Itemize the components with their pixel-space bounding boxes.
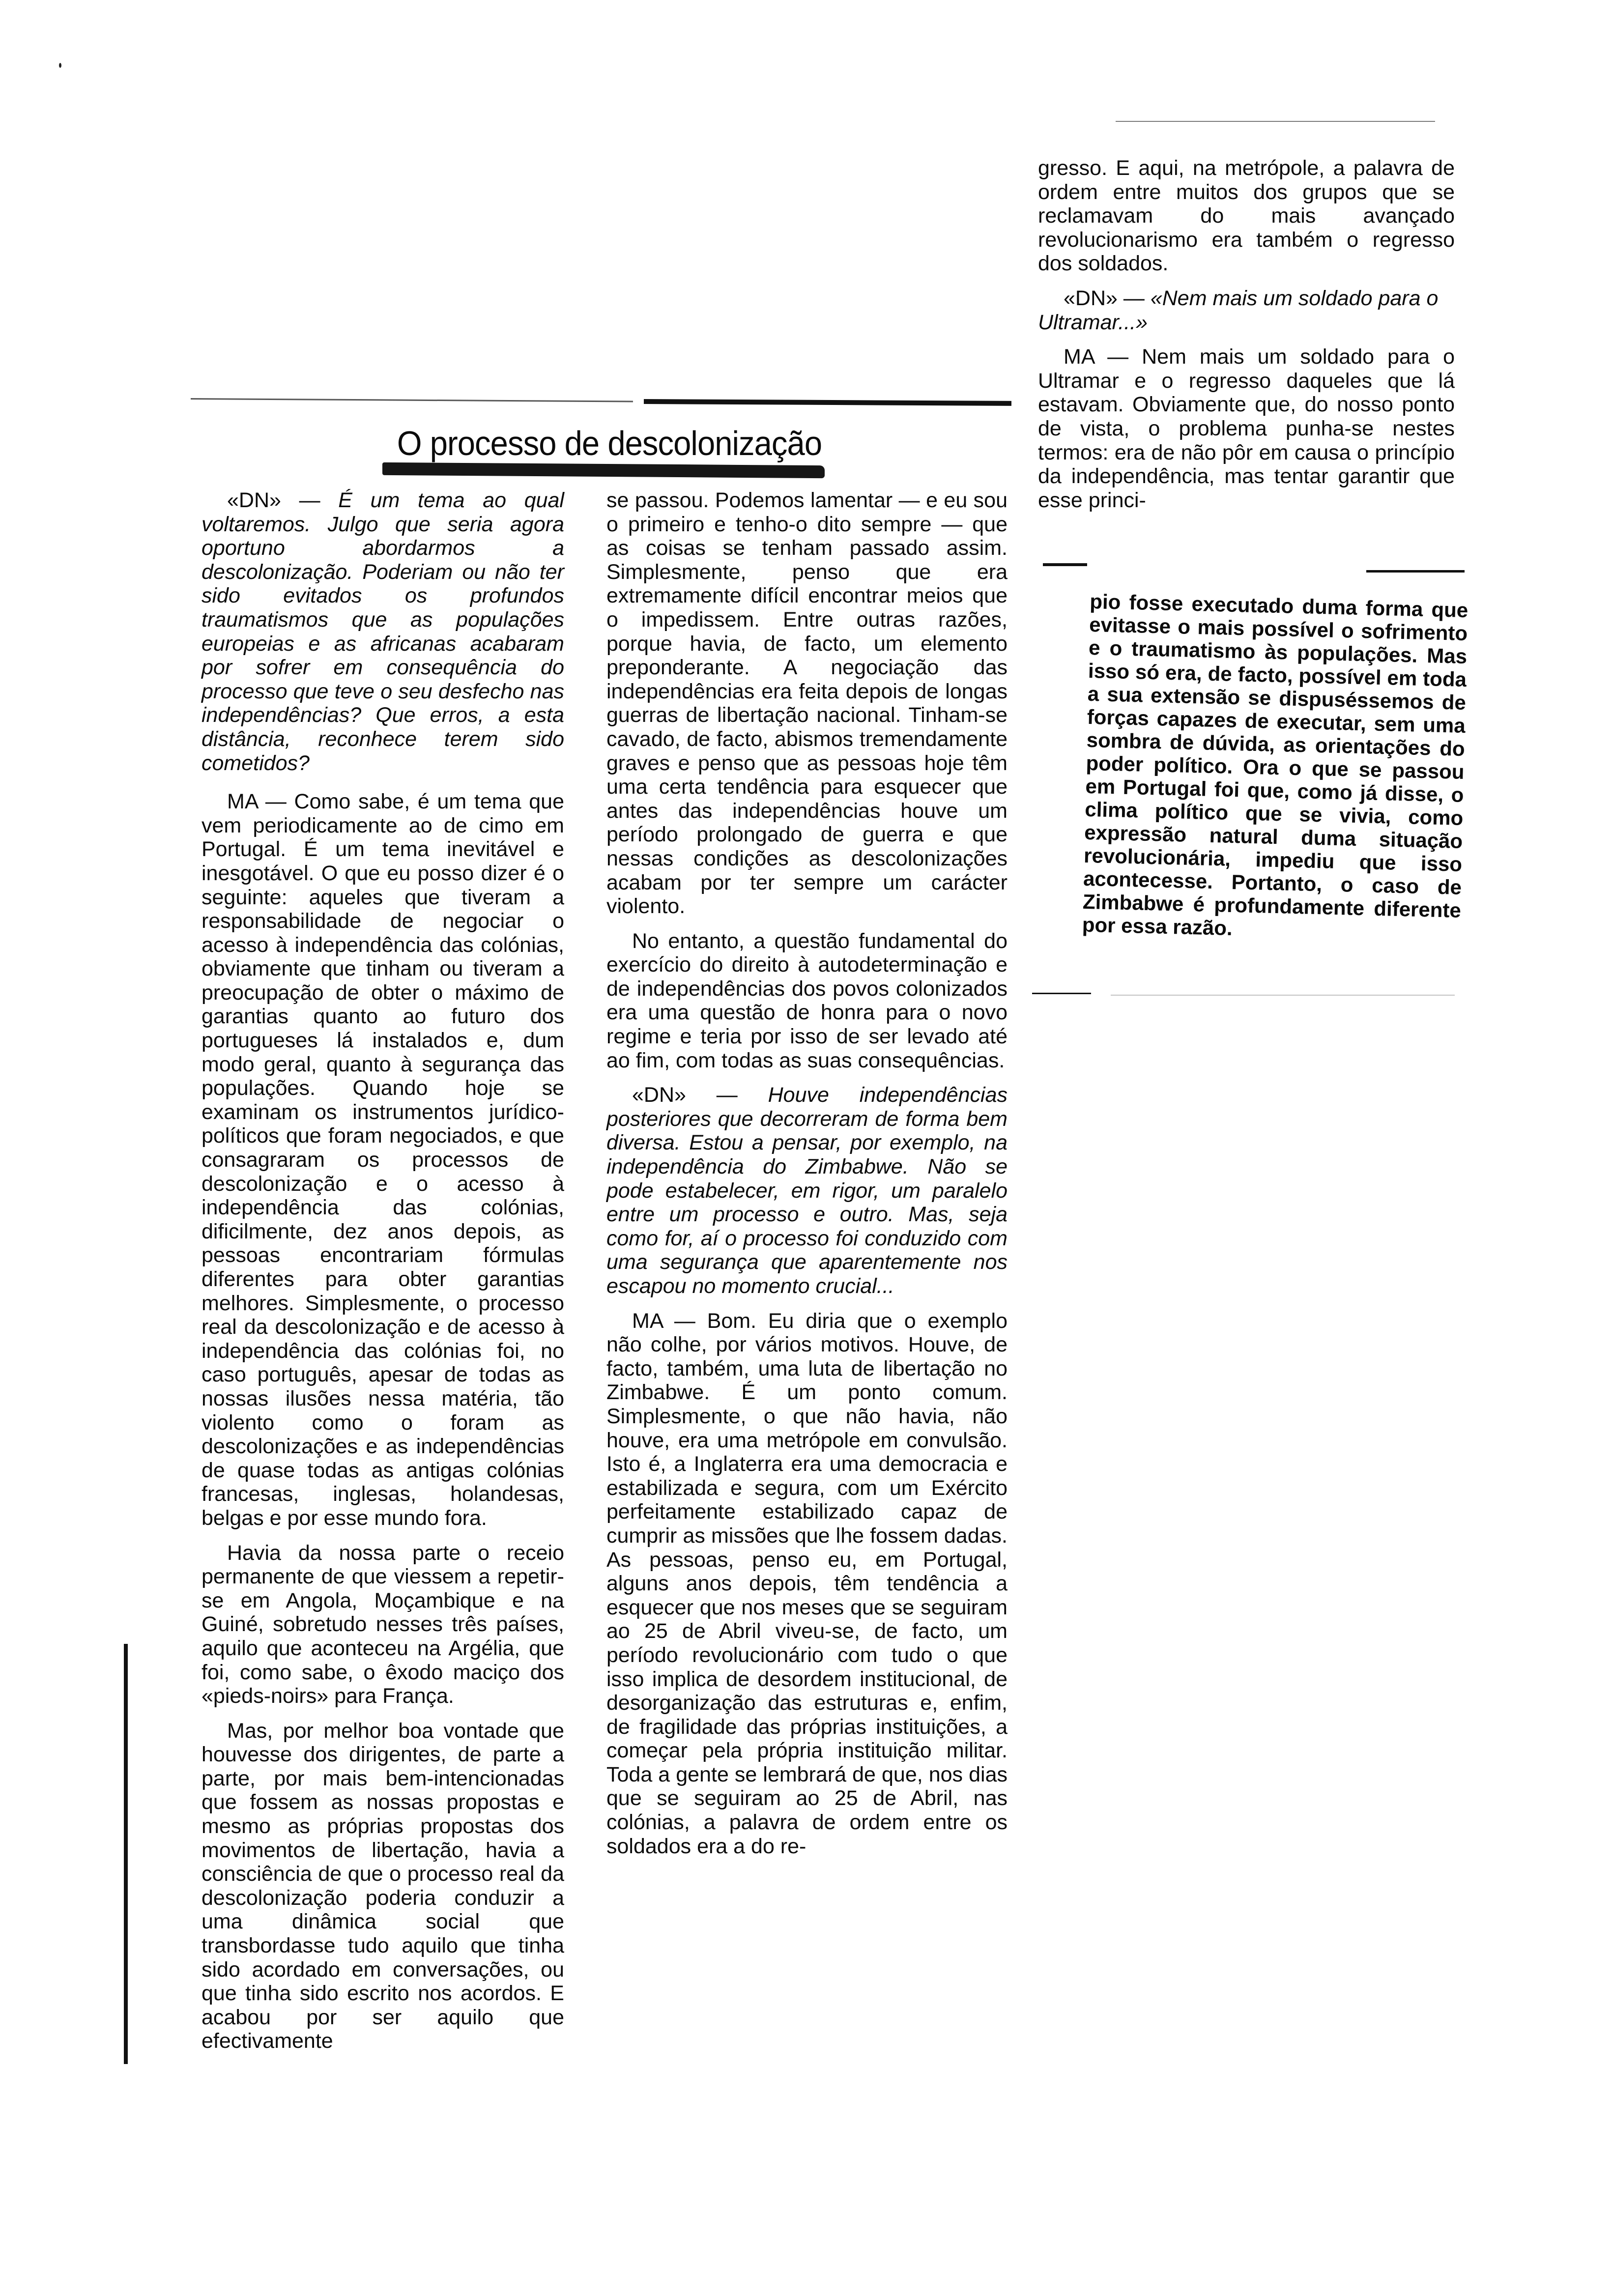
article-title: O processo de descolonização [397, 424, 822, 462]
question-text: «Nem mais um soldado para o Ultramar...» [1038, 286, 1439, 334]
paragraph: Havia da nossa parte o receio permanente de que viessem a repetir-se em Angola, Moçambique e na Guiné, sobretudo nesses três países, aquilo que aconteceu na Argélia, que foi, como sabe, o êxodo maciço dos «pieds-noirs» para França. [202, 1541, 564, 1708]
column-3-divider-left [1043, 563, 1087, 566]
interviewer-question [202, 488, 564, 775]
question-text: Houve independências posteriores que decorreram de forma bem diversa. Estou a pensar, por exemplo, na independência do Zimbabwe. Não se pode estabelecer, em rigor, um paralelo entre um processo e outro. Mas, seja como for, aí o processo foi conduzido com uma segurança que aparentemente nos escapou no momento crucial... [606, 1083, 1008, 1298]
interviewer-question [1038, 287, 1455, 334]
top-rule-column-3 [1116, 121, 1435, 122]
paragraph: No entanto, a questão fundamental do exercício do direito à autodeterminação e de independências dos povos colonizados era uma questão de honra para o novo regime e teria por isso de ser levado até ao fim, com todas as suas consequências. [606, 929, 1008, 1072]
answer-paragraph: MA — Nem mais um soldado para o Ultramar e o regresso daqueles que lá estavam. Obviamente que, do nosso ponto de vista, o problema punha-se nestes termos: era de não pôr em causa o princípio da independência, mas tentar garantir que esse princi- [1038, 345, 1455, 512]
column-3-bottom-rule [1032, 993, 1091, 994]
column-3-divider-right [1366, 570, 1465, 573]
title-underline-bar [382, 462, 825, 478]
column-3-bottom [1082, 590, 1468, 956]
answer-paragraph: MA — Como sabe, é um tema que vem periodicamente ao de cimo em Portugal. É um tema inevitável e inesgotável. O que eu posso dizer é o seguinte: aqueles que tiveram a responsabilidade de negociar o acesso à independência das colónias, obviamente que tinham ou tiveram a preocupação de obter o máximo de garantias quanto ao futuro dos portugueses lá instalados e, dum modo geral, quanto à segurança das populações. Quando hoje se examinam os instrumentos jurídico-políticos que foram negociados, e que consagraram os processos de descolonização e o acesso à independência das colónias, dificilmente, dez anos depois, as pessoas encontrariam fórmulas diferentes para obter garantias melhores. Simplesmente, o processo real da descolonização e de acesso à independência das colónias foi, no caso português, apesar de todas as nossas ilusões nessa matéria, tão violento como o foram as descolonizações e as independências de quase todas as antigas colónias francesas, inglesas, holandesas, belgas e por esse mundo fora. [202, 790, 564, 1530]
interviewer-question [606, 1083, 1008, 1298]
column-3-top [1038, 156, 1455, 523]
scan-speck [59, 63, 61, 68]
paragraph: se passou. Podemos lamentar — e eu sou o primeiro e tenho-o dito sempre — que as coisas se tenham passado assim. Simplesmente, penso que era extremamente difícil encontrar meios que o impedissem. Entre outras razões, porque havia, de facto, um elemento preponderante. A negociação das independências era feita depois de longas guerras de libertação nacional. Tinham-se cavado, de facto, abismos tremendamente graves e penso que as pessoas hoje têm uma certa tendência para esquecer que antes das independências houve um período prolongado de guerra e que nessas condições as descolonizações acabam por ter sempre um carácter violento. [606, 488, 1008, 918]
title-rule-left [191, 398, 633, 402]
column-2 [606, 488, 1008, 1869]
speaker-label: «DN» — [227, 488, 339, 512]
margin-bar [124, 1644, 128, 2064]
title-rule-right [644, 399, 1011, 406]
answer-paragraph: MA — Bom. Eu diria que o exemplo não colhe, por vários motivos. Houve, de facto, também, uma luta de libertação no Zimbabwe. É um ponto comum. Simplesmente, o que não havia, não houve, era uma metrópole em convulsão. Isto é, a Inglaterra era uma democracia e estabilizada e segura, com um Exército perfeitamente estabilizado capaz de cumprir as missões que lhe fossem dadas. As pessoas, penso eu, em Portugal, alguns anos depois, têm tendência a esquecer que nos meses que se seguiram ao 25 de Abril viveu-se, de facto, um período revolucionário com tudo o que isso implica de desordem institucional, de desorganização das estruturas e, enfim, de fragilidade das próprias instituições, a começar pela própria instituição militar. Toda a gente se lembrará de que, nos dias que se seguiram ao 25 de Abril, nas colónias, a palavra de ordem entre os soldados era a do re- [606, 1309, 1008, 1858]
column-1 [202, 488, 564, 2064]
speaker-label: «DN» — [1064, 286, 1151, 310]
speaker-label: «DN» — [632, 1083, 768, 1107]
column-3-bottom-rule-dots [1111, 995, 1455, 996]
question-text: É um tema ao qual voltaremos. Julgo que seria agora oportuno abordarmos a descolonização. Poderiam ou não ter sido evitados os profundos traumatismos que as populações europeias e as africanas acabaram por sofrer em consequência do processo que teve o seu desfecho nas independências? Que erros, a esta distância, reconhece terem sido cometidos? [202, 488, 564, 775]
paragraph: gresso. E aqui, na metrópole, a palavra de ordem entre muitos dos grupos que se reclamavam do mais avançado revolucionarismo era também o regresso dos soldados. [1038, 156, 1455, 276]
paragraph: pio fosse executado duma forma que evitasse o mais possível o sofrimento e o traumatismo às populações. Mas isso só era, de facto, possível em toda a sua extensão se dispuséssemos de forças capazes de executar, sem uma sombra de dúvida, as orientações do poder político. Ora o que se passou em Portugal foi que, como já disse, o clima político que se vivia, como expressão natural duma situação revolucionária, impediu que isso acontecesse. Portanto, o caso de Zimbabwe é profundamente diferente por essa razão. [1082, 590, 1468, 940]
paragraph: Mas, por melhor boa vontade que houvesse dos dirigentes, de parte a parte, por mais bem-intencionadas que fossem as nossas propostas e mesmo as próprias propostas dos movimentos de libertação, havia a consciência de que o processo real da descolonização poderia conduzir a uma dinâmica social que transbordasse tudo aquilo que tinha sido acordado em conversações, ou que tinha sido escrito nos acordos. E acabou por ser aquilo que efectivamente [202, 1719, 564, 2053]
